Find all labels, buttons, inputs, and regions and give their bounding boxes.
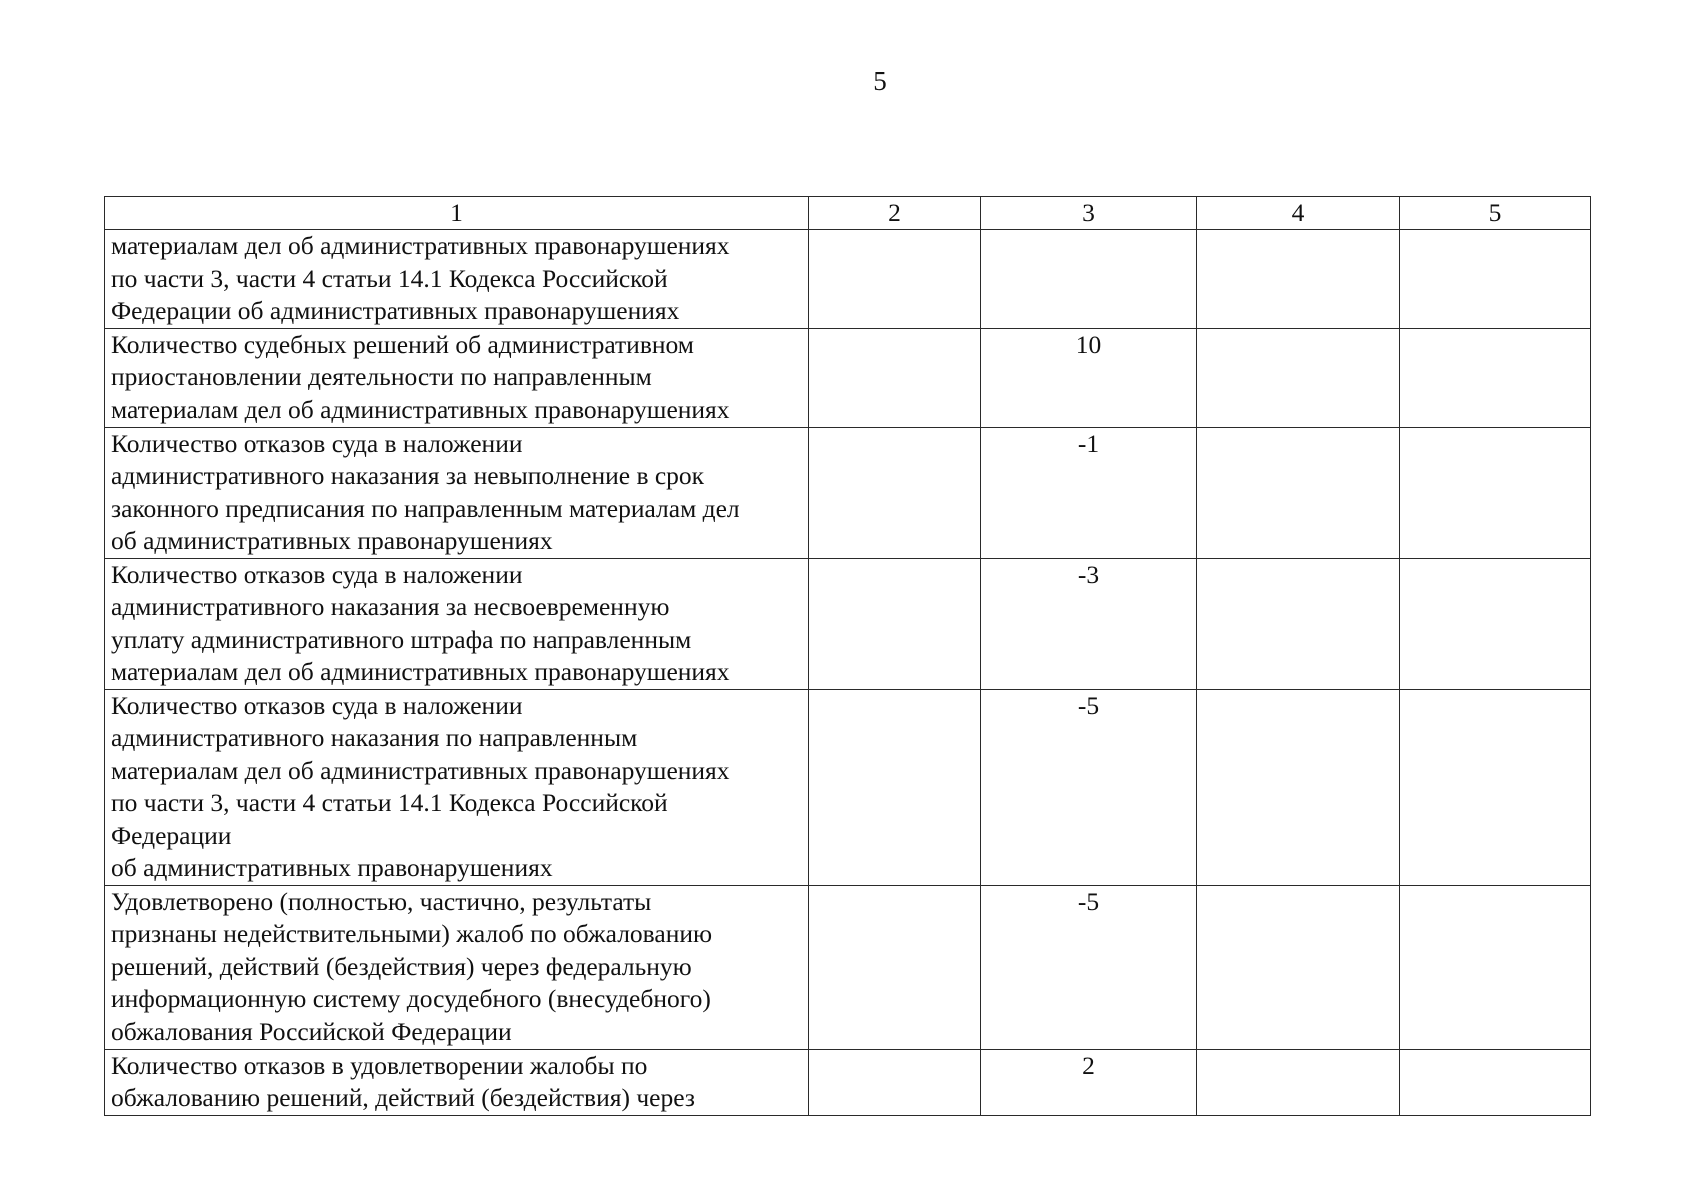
indicator-description: Количество отказов суда в наложении административного наказания за невыполнение в срок законного предписания по направленным материалам дел об административных правонарушениях [105, 427, 809, 558]
indicator-description: Количество отказов в удовлетворении жалобы по обжалованию решений, действий (бездействия) через [105, 1049, 809, 1115]
value-cell [981, 230, 1197, 329]
value-cell [1400, 689, 1591, 885]
value-cell: 10 [981, 328, 1197, 427]
value-cell [1197, 558, 1400, 689]
value-cell: -5 [981, 689, 1197, 885]
column-header: 1 [105, 197, 809, 230]
value-cell: -1 [981, 427, 1197, 558]
value-cell [809, 689, 981, 885]
value-cell [1400, 427, 1591, 558]
page-number: 5 [873, 66, 887, 96]
value-cell [1197, 689, 1400, 885]
value-cell [809, 558, 981, 689]
column-header: 5 [1400, 197, 1591, 230]
indicator-description: Удовлетворено (полностью, частично, результаты признаны недействительными) жалоб по обжалованию решений, действий (бездействия) через федеральную информационную систему досудебного (внесудебного) обжалования Российской Федерации [105, 885, 809, 1049]
value-cell: -3 [981, 558, 1197, 689]
value-cell [809, 427, 981, 558]
value-cell [1400, 1049, 1591, 1115]
value-cell [809, 230, 981, 329]
value-cell [1197, 885, 1400, 1049]
table-row [105, 230, 1591, 329]
value-cell [1197, 427, 1400, 558]
value-cell [1197, 1049, 1400, 1115]
value-cell [1197, 328, 1400, 427]
value-cell [1400, 230, 1591, 329]
column-header: 3 [981, 197, 1197, 230]
value-cell: 2 [981, 1049, 1197, 1115]
value-cell [1400, 558, 1591, 689]
value-cell [809, 328, 981, 427]
indicator-description: Количество отказов суда в наложении административного наказания за несвоевременную уплату административного штрафа по направленным материалам дел об административных правонарушениях [105, 558, 809, 689]
indicator-description: материалам дел об административных правонарушениях по части 3, части 4 статьи 14.1 Кодекса Российской Федерации об административных правонарушениях [105, 230, 809, 329]
value-cell [1400, 328, 1591, 427]
value-cell [1197, 230, 1400, 329]
column-header: 2 [809, 197, 981, 230]
indicator-description: Количество судебных решений об административном приостановлении деятельности по направленным материалам дел об административных правонарушениях [105, 328, 809, 427]
column-header: 4 [1197, 197, 1400, 230]
table-row [105, 328, 1591, 427]
value-cell [809, 885, 981, 1049]
table-row [105, 689, 1591, 885]
indicator-table [104, 196, 1591, 1116]
table-row [105, 1049, 1591, 1115]
table-header-row [105, 197, 1591, 230]
table-row [105, 885, 1591, 1049]
value-cell [809, 1049, 981, 1115]
indicator-description: Количество отказов суда в наложении административного наказания по направленным материалам дел об административных правонарушениях по части 3, части 4 статьи 14.1 Кодекса Российской Федерации об административных правонарушениях [105, 689, 809, 885]
value-cell [1400, 885, 1591, 1049]
table-row [105, 427, 1591, 558]
value-cell: -5 [981, 885, 1197, 1049]
table-row [105, 558, 1591, 689]
